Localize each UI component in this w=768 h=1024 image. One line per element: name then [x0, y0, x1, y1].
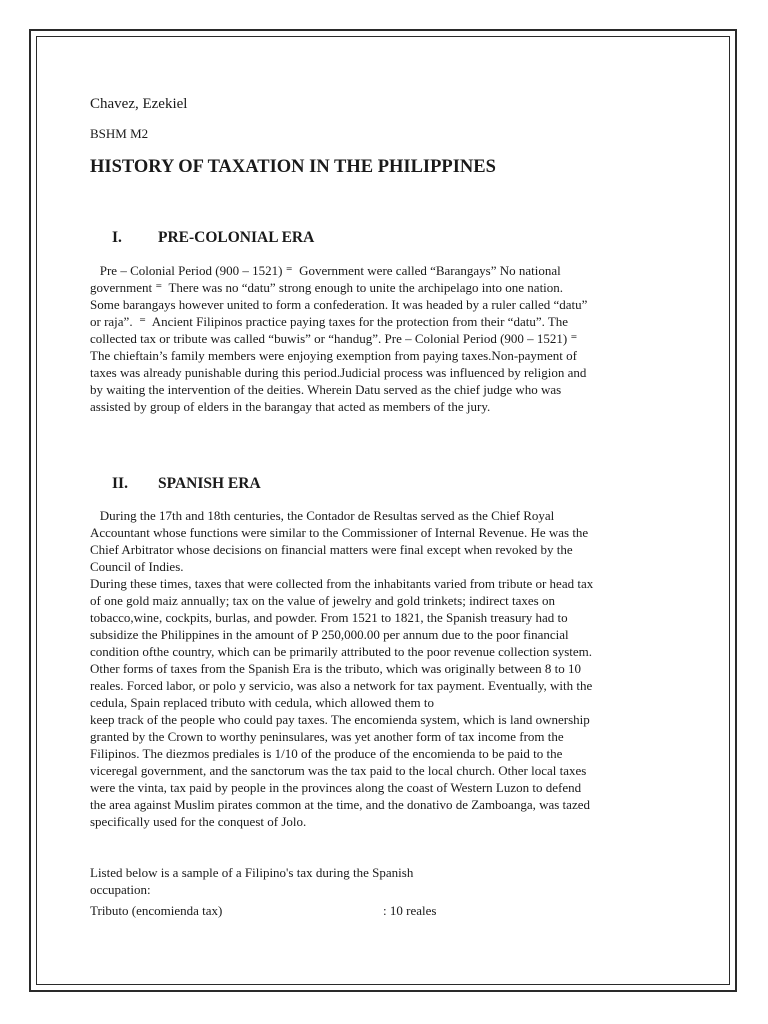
paragraph-line: Filipinos. The diezmos prediales is 1/10 of the produce of the encomienda to be paid to the	[90, 746, 563, 761]
paragraph-line: the area against Muslim pirates common at the time, and the donativo de Zamboanga, was tazed	[90, 797, 590, 812]
paragraph-line: or raja”. ⁼ Ancient Filipinos practice paying taxes for the protection from their “datu”. The	[90, 314, 569, 329]
paragraph-line: Chief Arbitrator whose decisions on financial matters were final except when revoked by the	[90, 542, 573, 557]
tax-name: Tributo (encomienda tax)	[90, 903, 223, 918]
paragraph-line: condition ofthe country, which can be primarily attributed to the poor revenue collection system.	[90, 644, 593, 659]
section-number: I.	[112, 229, 122, 246]
paragraph-line: The chieftain’s family members were enjoying exemption from paying taxes.Non-payment of	[90, 348, 577, 363]
paragraph-line: taxes was already punishable during this period.Judicial process was influenced by religion and	[90, 365, 587, 380]
section-heading-spanish	[112, 475, 261, 493]
paragraph-line: During the 17th and 18th centuries, the Contador de Resultas served as the Chief Royal	[90, 508, 555, 523]
section-number: II.	[112, 475, 128, 492]
section-title: PRE-COLONIAL ERA	[158, 229, 315, 246]
paragraph-line: by waiting the intervention of the deities. Wherein Datu served as the chief judge who was	[90, 382, 562, 397]
paragraph-line: Some barangays however united to form a confederation. It was headed by a ruler called “datu”	[90, 297, 588, 312]
paragraph-line: tobacco,wine, cockpits, burlas, and powder. From 1521 to 1821, the Spanish treasury had to	[90, 610, 568, 625]
paragraph-line: Other forms of taxes from the Spanish Era is the tributo, which was originally between 8 to 10	[90, 661, 582, 676]
section-body-spanish	[90, 507, 680, 830]
paragraph-line: specifically used for the conquest of Jolo.	[90, 814, 307, 829]
paragraph-line: cedula, Spain replaced tributo with cedula, which allowed them to	[90, 695, 435, 710]
section-body-pre-colonial	[90, 262, 680, 415]
paragraph-line: Accountant whose functions were similar to the Commissioner of Internal Revenue. He was the	[90, 525, 589, 540]
document-title: HISTORY OF TAXATION IN THE PHILIPPINES	[90, 157, 496, 177]
paragraph-line: Council of Indies.	[90, 559, 184, 574]
section-title: SPANISH ERA	[158, 475, 261, 492]
paragraph-line: granted by the Crown to worthy peninsulares, was yet another form of tax income from the	[90, 729, 564, 744]
course-label: BSHM M2	[90, 126, 149, 141]
tax-value: : 10 reales	[383, 903, 437, 918]
paragraph-line: During these times, taxes that were collected from the inhabitants varied from tribute or head tax	[90, 576, 594, 591]
tax-list-intro	[90, 864, 680, 898]
paragraph-line: subsidize the Philippines in the amount of P 250,000.00 per annum due to the poor financial	[90, 627, 569, 642]
paragraph-line: collected tax or tribute was called “buwis” or “handug”. Pre – Colonial Period (900 – 1521) ⁼	[90, 331, 578, 346]
paragraph-line: occupation:	[90, 882, 151, 897]
paragraph-line: were the vinta, tax paid by people in the provinces along the coast of Western Luzon to defend	[90, 780, 582, 795]
paragraph-line: of one gold maiz annually; tax on the value of jewelry and gold trinkets; indirect taxes on	[90, 593, 555, 608]
paragraph-line: viceregal government, and the sanctorum was the tax paid to the local church. Other local taxes	[90, 763, 587, 778]
paragraph-line: Pre – Colonial Period (900 – 1521) ⁼ Government were called “Barangays” No national	[90, 263, 561, 278]
paragraph-line: reales. Forced labor, or polo y servicio, was also a network for tax payment. Eventually, with the	[90, 678, 593, 693]
paragraph-line: assisted by group of elders in the barangay that acted as members of the jury.	[90, 399, 491, 414]
paragraph-line: Listed below is a sample of a Filipino's tax during the Spanish	[90, 865, 414, 880]
paragraph-line: keep track of the people who could pay taxes. The encomienda system, which is land ownership	[90, 712, 590, 727]
paragraph-line: government ⁼ There was no “datu” strong enough to unite the archipelago into one nation.	[90, 280, 564, 295]
section-heading-pre-colonial	[112, 229, 314, 247]
student-name: Chavez, Ezekiel	[90, 96, 188, 112]
